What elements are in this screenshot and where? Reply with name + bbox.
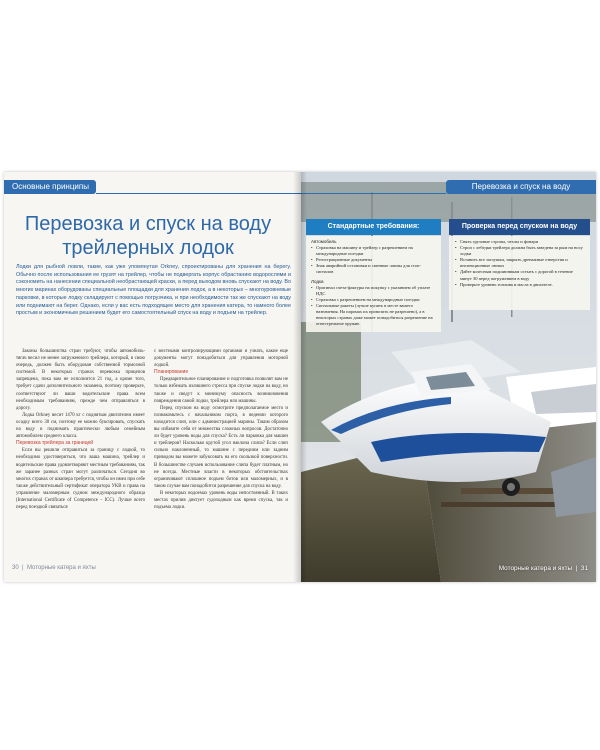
page-number: 31 — [580, 565, 588, 572]
body-paragraph: Законы большинства стран требуют, чтобы автомобиль-тягач весил не менее загруженного трейлера, который, в свою очередь, должен быть оборудован собственной тормозной системой. В некоторых странах перевозка прицепов запрещена, пока вам не исполнится 21 год, а кроме того, требует сдачи дополнительного экзамена, поэтому проверьте, соответствуют ли ваши водительские права всем необходимым требованиям, прежде чем отправляться в дорогу. — [16, 349, 145, 411]
list-item: • Оригинал счета-фактуры на покупку с указанием об уплате НДС — [311, 285, 436, 297]
book-spread — [4, 172, 596, 582]
list-item: • Сигнальные ракеты (лучше купить в месте вашего назначения. На паромах их провозить не разрешено), а в некоторых странах даже может понадобиться разрешение на огнестрельное оружие. — [311, 303, 436, 327]
boat-header: Лодка — [311, 278, 324, 284]
right-page — [301, 172, 596, 582]
page-title: Перевозка и спуск на воду трейлерных лодок — [24, 213, 272, 259]
body-paragraph: Предварительное планирование и подготовка позволят вам не только избежать излишнего стресса при спуске лодки на воду, но также и сведут к минимуму опасность возникновения повреждения самой лодки, трейлера или машины. — [154, 377, 288, 404]
header-rule-right — [301, 193, 446, 194]
body-paragraph: Перед спуском на воду осмотрите предполагаемое место и познакомьтесь с начальником порта, в ведении которого находится слип, или с администрацией марины. Таким образом вы избавите себя от множества сложных вопросов. Достаточно ли будет уровень воды для спуска? Есть ли парковка для машин и трейлеров? Насколько крутой угол наклона слипа? Если слип сильно наклоненный, то машине с передним или задним приводом вы можете забуксовать на его скользкой поверхности. В большинстве случаев использование слипа будет платным, но не всегда. Местные власти в некоторых обстоятельствах ограничивают сплошное подъем ботов или маломерных, и в таком случае вам понадобится разрешение для спуска на воду. — [154, 405, 288, 489]
list-item: • Регистрационные документы — [311, 257, 436, 263]
list-item: • Знак аварийной остановки и сменные лампы для стоп-сигналов — [311, 263, 436, 275]
list-item: • Страховка на машину и трейлер с разрешением на международные поездки — [311, 245, 436, 257]
body-paragraph: Если вы решили отправиться за границу с лодкой, то необходимо удостовериться, что ваша машина, трейлер и водительские права удовлетворяют местным требованиям, так же заранее разных стран могут различаться. Сегодня во многих странах от шкипера требуется, чтобы он имел при себе также действительный сертификат оператора УКВ и права на управление маломерным судном международного образца (International Certificate of Competence - ICC). Лучше всего перед поездкой связаться — [16, 448, 145, 511]
header-rule-left — [96, 193, 301, 194]
footer-right: Моторные катера и яхты | 31 — [498, 565, 588, 572]
subheading: Планирование — [154, 369, 189, 376]
page-number: 30 — [12, 565, 19, 571]
subheading: Перевозка трейлера за границей — [16, 440, 94, 447]
list-item: • Дайте колесным подшипникам остыть с дорогой в течение минут 30 перед погружением в воду — [455, 269, 584, 281]
left-page — [4, 172, 301, 582]
launch-check-heading: Проверка перед спуском на воду — [449, 219, 590, 235]
check-list — [455, 239, 584, 288]
body-paragraph: Лодка Orkney весит 1470 кг с поднятым двигателем имеет осадку всего 30 см, поэтому ее можно буксировать, спускать на воду и поднимать практически любым семейным автомобилем среднего класса. — [16, 412, 145, 440]
launch-check-panel — [449, 236, 590, 310]
list-item: • Строп с лебедки трейлера должна быть заведена за рым на носу лодки — [455, 245, 584, 257]
list-item: • Вставить все заглушки, закрыть дренажные отверстия и инспекционные лючки — [455, 257, 584, 269]
list-item: • Проверьте уровень топлива и масла в двигателе. — [455, 282, 584, 288]
boat-list — [311, 285, 436, 328]
text-column-2 — [154, 348, 288, 511]
body-paragraph: В некоторых водоемах уровень воды непостоянный. В таких местах прилив диктует судоходным как время спуска, так и подъема лодки. — [154, 490, 288, 511]
car-list — [311, 245, 436, 275]
standard-requirements-heading: Стандартные требования: — [306, 219, 441, 235]
footer-title: Моторные катера и яхты — [26, 565, 96, 571]
text-column-1 — [16, 348, 145, 511]
section-tab-right: Перевозка и спуск на воду — [446, 180, 596, 194]
body-paragraph: с местными контролирующими органами и узнать, какие еще документы могут понадобиться для управления моторной лодкой. — [154, 349, 288, 369]
footer-left: 30 | Моторные катера и яхты — [12, 565, 96, 571]
footer-title: Моторные катера и яхты — [498, 565, 573, 572]
section-tab-left: Основные принципы — [4, 180, 96, 194]
intro-paragraph: Лодки для рыбной ловли, такие, как уже упомянутая Orkney, спроектированы для хранения на берегу. Обычно после использования ее грузят на трейлер, чтобы не подвергать корпус обрастанию водорослями и сэкономить на нанесении специальной необрастающей краски, а перед выходом вновь спускают на воду. Во многих маринах оборудованы специальные площадки для хранения лодок, а в некоторых – многоуровневые парковки, в которые лодку складируют с помощью погрузчика, и при необходимости так же спускают на воду или поднимают на берег. Однако, если у вас есть подходящее место для хранения катера, то намного более простым и экономичным решением будет его самостоятельный спуск на воду и подъем на трейлер. — [16, 264, 291, 317]
page-gutter — [293, 172, 307, 582]
standard-requirements-panel — [306, 236, 441, 332]
car-header: Автомобиль — [311, 239, 337, 244]
list-item: • Страховка с разрешением на международные поездки — [311, 297, 436, 303]
list-item: • Снять грузовые стропы, чехлы и фонари — [455, 239, 584, 245]
